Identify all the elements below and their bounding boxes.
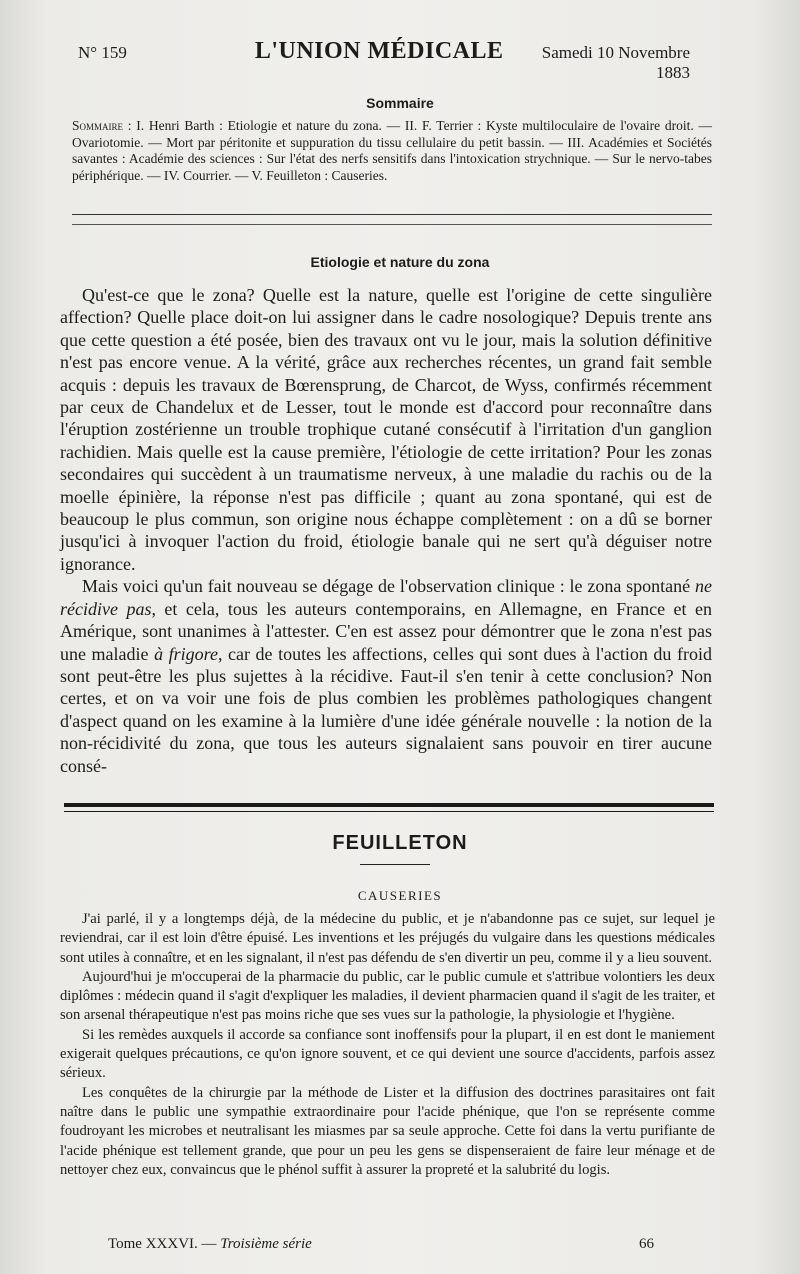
sommaire-body: : I. Henri Barth : Etiologie et nature du zona. — II. F. Terrier : Kyste multiloculaire de l'ovaire droit. — Ovariotomie. — Mort par péritonite et suppuration du tissu cellulaire du petit bassin. — III. Académies et Sociétés savantes : Académie des sciences : Sur l'état des nerfs sensitifs dans l'intoxication strychnique. — Sur le nervo-tabes périphérique. — IV. Courrier. — V. Feuilleton : Causeries. — [72, 118, 712, 183]
page-number: 66 — [639, 1236, 654, 1252]
feuilleton-paragraph: Si les remèdes auxquels il accorde sa confiance sont inoffensifs pour la plupart, il en est dont le maniement exigerait quelques précautions, ce qu'on ignore souvent, et ce qui devient une source d'accidents, parfois assez sérieux. — [60, 1026, 715, 1082]
divider — [72, 214, 712, 215]
feuilleton-paragraph: J'ai parlé, il y a longtemps déjà, de la médecine du public, et je n'abandonne pas ce sujet, sur lequel je reviendrai, car il est loin d'être épuisé. Les inventions et les préjugés du vulgaire dans les questions médicales sont utiles à connaître, et en les signalant, il n'est pas défendu de s'en divertir un peu, comme il y a lieu souvent. — [60, 911, 715, 966]
article-paragraph — [60, 575, 712, 777]
sommaire-lead: Sommaire — [72, 118, 124, 133]
tome-label: Tome XXXVI. — — [108, 1236, 221, 1252]
divider — [360, 864, 430, 865]
text-run: , et cela, tous les auteurs contemporains, en Allemagne, en France et en Amérique, sont unanimes à l'attester. C'en est assez pour démontrer que le zona n'est pas une maladie — [60, 598, 712, 664]
feuilleton-paragraph: Les conquêtes de la chirurgie par la méthode de Lister et la diffusion des doctrines parasitaires ont fait naître dans le public une sympathie extraordinaire pour l'acide phénique, que l'on se représente comme foudroyant les microbes et neutralisant les miasmes par sa seule approche. Cette foi dans la vertu purifiante de l'acide phénique est tellement grande, que pour un peu les gens se dispenseraient de faire leur ménage et de nettoyer chez eux, convaincus que le phénol suffit à assurer la propreté et la salubrité du logis. — [60, 1084, 715, 1178]
page-footer — [108, 1236, 654, 1253]
sommaire-text — [72, 118, 712, 184]
journal-title: L'UNION MÉDICALE — [254, 38, 504, 64]
article-title: Etiologie et nature du zona — [310, 254, 490, 270]
emphasis: ne récidive pas — [60, 576, 712, 619]
article-paragraph: Qu'est-ce que le zona? Quelle est la nature, quelle est l'origine de cette singulière affection? Quelle place doit-on lui assigner dans le cadre nosologique? Depuis trente ans que cette question a été posée, bien des travaux ont vu le jour, mais la solution définitive n'est pas encore venue. A la vérité, grâce aux recherches récentes, un grand fait semble acquis : depuis les travaux de Bœrensprung, de Charcot, de Wyss, confirmés récemment par ceux de Chandelux et de Lesser, tout le monde est d'accord pour reconnaître dans l'éruption zostérienne un trouble trophique cutané consécutif à l'irritation d'un ganglion rachidien. Mais quelle est la cause première, l'étiologie de cette irritation? Pour les zonas secondaires qui succèdent à un traumatisme nerveux, à une maladie du rachis ou de la moelle épinière, la réponse n'est pas difficile ; quant au zona spontané, qui est de beaucoup le plus commun, son origine nous échappe complètement : on a dû se borner jusqu'ici à invoquer l'action du froid, étiologie banale qui ne sert qu'à déguiser notre ignorance. — [60, 285, 712, 574]
serie-label: Troisième série — [220, 1236, 312, 1252]
feuilleton-heading: FEUILLETON — [332, 832, 468, 854]
text-run: Mais voici qu'un fait nouveau se dégage de l'observation clinique : le zona spontané — [82, 576, 695, 597]
volume-info — [108, 1236, 312, 1253]
issue-number: N° 159 — [78, 43, 127, 62]
article-body — [60, 284, 712, 777]
section-rule — [64, 803, 714, 807]
sommaire-heading: Sommaire — [366, 95, 434, 111]
page-header — [78, 38, 690, 83]
feuilleton-body — [60, 910, 715, 1180]
issue-date: Samedi 10 Novembre 1883 — [541, 43, 690, 82]
section-rule — [64, 811, 714, 812]
feuilleton-paragraph: Aujourd'hui je m'occuperai de la pharmacie du public, car le public cumule et s'attribue volontiers les deux diplômes : médecin quand il s'agit d'expliquer les maladies, il devient pharmacien quand il s'agit de les traiter, et son arsenal thérapeutique n'est pas moins riche que ses vues sur la pathologie, la physiologie et l'hygiène. — [60, 968, 715, 1024]
divider — [72, 224, 712, 225]
emphasis: à frigore — [154, 643, 218, 664]
causeries-heading: CAUSERIES — [357, 888, 443, 903]
text-run: , car de toutes les affections, celles qui sont dues à l'action du froid sont peut-être les plus sujettes à la récidive. Faut-il s'en tenir à cette conclusion? Non certes, et on va voir une fois de plus combien les problèmes pathologiques changent d'aspect quand on les examine à la lumière d'une idée générale nouvelle : la notion de la non-récidivité du zona, que tous les auteurs signalaient sans pouvoir en tirer aucune consé- — [60, 643, 712, 776]
